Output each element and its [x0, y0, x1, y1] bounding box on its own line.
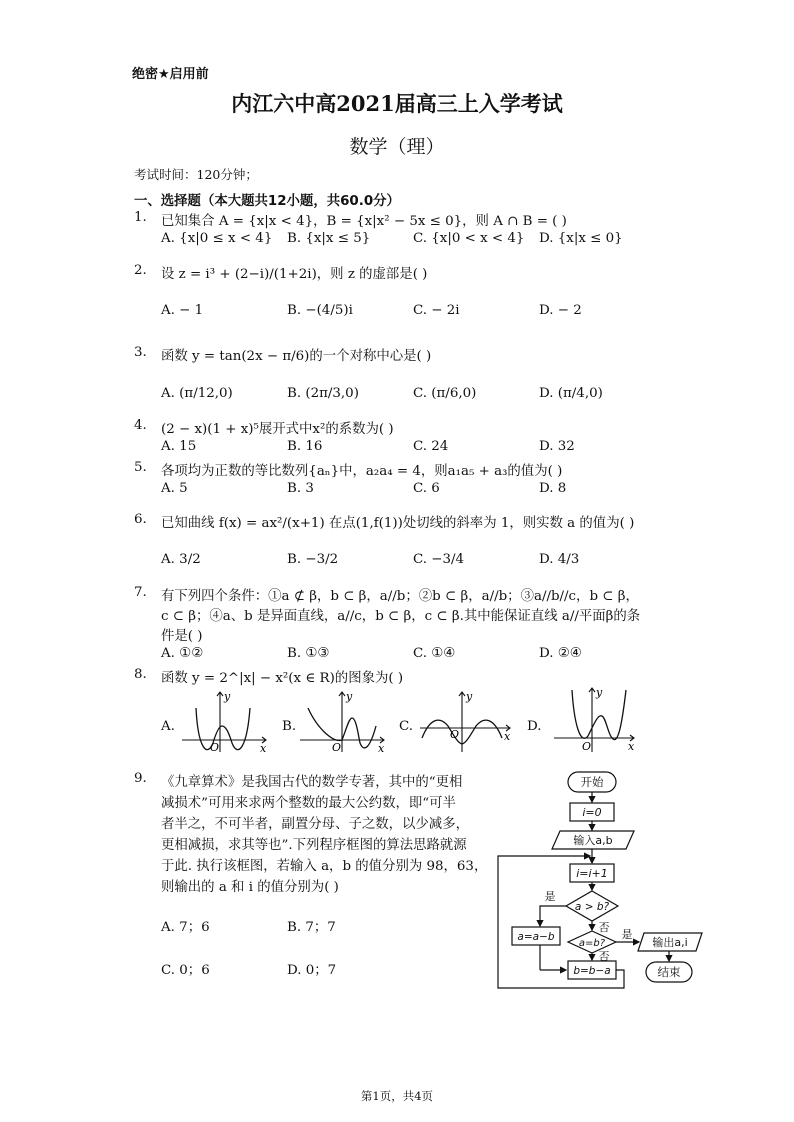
flowchart-output-label: 输出a,i [652, 936, 688, 949]
flowchart-yes2-label: 是 [621, 928, 633, 941]
origin-label: O [582, 740, 592, 753]
option-b[interactable]: B. ①③ [287, 646, 330, 661]
option-c[interactable]: C. [399, 719, 414, 734]
option-a[interactable]: A. {x|0 ≤ x < 4} [161, 231, 273, 246]
flowchart-cond1-label: a > b? [574, 901, 610, 913]
y-axis-label: y [346, 690, 353, 703]
flowchart-input-label: 输入a,b [573, 834, 613, 847]
option-b[interactable]: B. [282, 719, 297, 734]
question-text: 函数 y = 2^|x| − x²(x ∈ R)的图象为( ) [161, 671, 404, 686]
graph-option-c [418, 688, 516, 754]
origin-label: O [210, 741, 220, 754]
y-axis-label: y [224, 690, 231, 703]
question-text: 减损术”可用来求两个整数的最大公约数，即“可半 [161, 796, 456, 811]
option-c[interactable]: C. (π/6,0) [413, 386, 477, 401]
flowchart-end-label: 结束 [657, 965, 681, 979]
flowchart-no2-label: 否 [598, 950, 610, 963]
option-d[interactable]: D. [527, 719, 542, 734]
question-text: 已知集合 A = {x|x < 4}，B = {x|x² − 5x ≤ 0}，则 A ∩ B = ( ) [161, 214, 567, 229]
origin-label: O [450, 728, 460, 741]
exam-title: 内江六中高2021届高三上入学考试 [231, 91, 563, 116]
x-axis-label: x [378, 742, 385, 754]
option-b[interactable]: B. (2π/3,0) [287, 386, 359, 401]
option-a[interactable]: A. 3/2 [161, 552, 201, 567]
graph-option-d [552, 684, 640, 754]
option-d[interactable]: D. − 2 [539, 303, 582, 318]
page-footer: 第1页，共4页 [360, 1089, 434, 1103]
question-text: 《九章算术》是我国古代的数学专著，其中的“更相 [161, 775, 463, 790]
option-b[interactable]: B. 16 [287, 439, 323, 454]
question-text: 有下列四个条件：①a ⊄ β，b ⊂ β，a//b；②b ⊂ β，a//b；③a//b//c，b ⊂ β， [161, 589, 639, 604]
option-c[interactable]: C. −3/4 [413, 552, 465, 567]
option-c[interactable]: C. 0；6 [161, 963, 210, 978]
flowchart-assign-b-label: b=b−a [573, 965, 611, 977]
x-axis-label: x [504, 730, 511, 743]
section-heading: 一、选择题（本大题共12小题，共60.0分） [134, 194, 400, 209]
question-text: 件是( ) [161, 629, 203, 644]
option-a[interactable]: A. ①② [161, 646, 204, 661]
option-b[interactable]: B. −3/2 [287, 552, 339, 567]
flowchart [492, 770, 717, 990]
flowchart-start-label: 开始 [580, 775, 604, 789]
question-text: 设 z = i³ + (2−i)/(1+2i)，则 z 的虚部是( ) [161, 267, 428, 282]
x-axis-label: x [628, 740, 635, 753]
flowchart-no1-label: 否 [598, 921, 610, 934]
option-d[interactable]: D. 8 [539, 481, 567, 496]
option-c[interactable]: C. {x|0 < x < 4} [413, 231, 525, 246]
option-b[interactable]: B. 7；7 [287, 920, 336, 935]
x-axis-label: x [260, 742, 267, 754]
confidential-label: 绝密★启用前 [132, 67, 209, 82]
question-number: 9. [134, 771, 147, 786]
flowchart-assign-a-label: a=a−b [517, 931, 555, 943]
question-text: 更相减损，求其等也”.下列程序框图的算法思路就源 [161, 838, 467, 853]
y-axis-label: y [466, 690, 473, 703]
option-c[interactable]: C. 6 [413, 481, 440, 496]
option-a[interactable]: A. 15 [161, 439, 197, 454]
question-number: 7. [134, 585, 147, 600]
option-c[interactable]: C. − 2i [413, 303, 460, 318]
option-b[interactable]: B. {x|x ≤ 5} [287, 231, 371, 246]
question-text: 函数 y = tan(2x − π/6)的一个对称中心是( ) [161, 349, 432, 364]
question-number: 3. [134, 345, 147, 360]
option-c[interactable]: C. 24 [413, 439, 449, 454]
option-d[interactable]: D. 32 [539, 439, 575, 454]
question-number: 8. [134, 667, 147, 682]
y-axis-label: y [596, 686, 603, 699]
option-b[interactable]: B. −(4/5)i [287, 303, 353, 318]
flowchart-yes1-label: 是 [544, 890, 556, 903]
flowchart-incr-label: i=i+1 [576, 867, 608, 880]
question-number: 6. [134, 512, 147, 527]
exam-subtitle: 数学（理） [349, 136, 445, 158]
question-number: 5. [134, 460, 147, 475]
question-text: 则输出的 a 和 i 的值分别为( ) [161, 880, 339, 895]
question-text: c ⊂ β；④a、b 是异面直线，a//c，b ⊂ β，c ⊂ β.其中能保证直线 a//平面β的条 [161, 609, 641, 624]
question-text: 各项均为正数的等比数列{aₙ}中，a₂a₄ = 4，则a₁a₅ + a₃的值为( ) [161, 464, 563, 479]
option-a[interactable]: A. 7；6 [161, 920, 210, 935]
flowchart-cond2-label: a=b? [578, 938, 606, 949]
option-b[interactable]: B. 3 [287, 481, 314, 496]
option-a[interactable]: A. − 1 [161, 303, 204, 318]
option-d[interactable]: D. 4/3 [539, 552, 580, 567]
question-text: 于此. 执行该框图，若输入 a，b 的值分别为 98，63， [161, 859, 488, 874]
option-a[interactable]: A. (π/12,0) [161, 386, 233, 401]
question-number: 2. [134, 263, 147, 278]
option-a[interactable]: A. [161, 719, 175, 734]
question-number: 4. [134, 418, 147, 433]
question-text: 已知曲线 f(x) = ax²/(x+1) 在点(1,f(1))处切线的斜率为 1，则实数 a 的值为( ) [161, 516, 635, 531]
question-text: (2 − x)(1 + x)⁵展开式中x²的系数为( ) [161, 422, 394, 437]
option-d[interactable]: D. {x|x ≤ 0} [539, 231, 623, 246]
graph-option-b [298, 688, 390, 754]
option-a[interactable]: A. 5 [161, 481, 188, 496]
option-c[interactable]: C. ①④ [413, 646, 456, 661]
origin-label: O [332, 741, 342, 754]
exam-time: 考试时间：120分钟； [134, 167, 258, 182]
question-text: 者半之，不可半者，副置分母、子之数，以少减多， [161, 817, 469, 832]
option-d[interactable]: D. ②④ [539, 646, 582, 661]
graph-option-a [180, 688, 272, 754]
option-d[interactable]: D. 0；7 [287, 963, 337, 978]
flowchart-init-label: i=0 [582, 806, 602, 819]
question-number: 1. [134, 210, 147, 225]
option-d[interactable]: D. (π/4,0) [539, 386, 603, 401]
